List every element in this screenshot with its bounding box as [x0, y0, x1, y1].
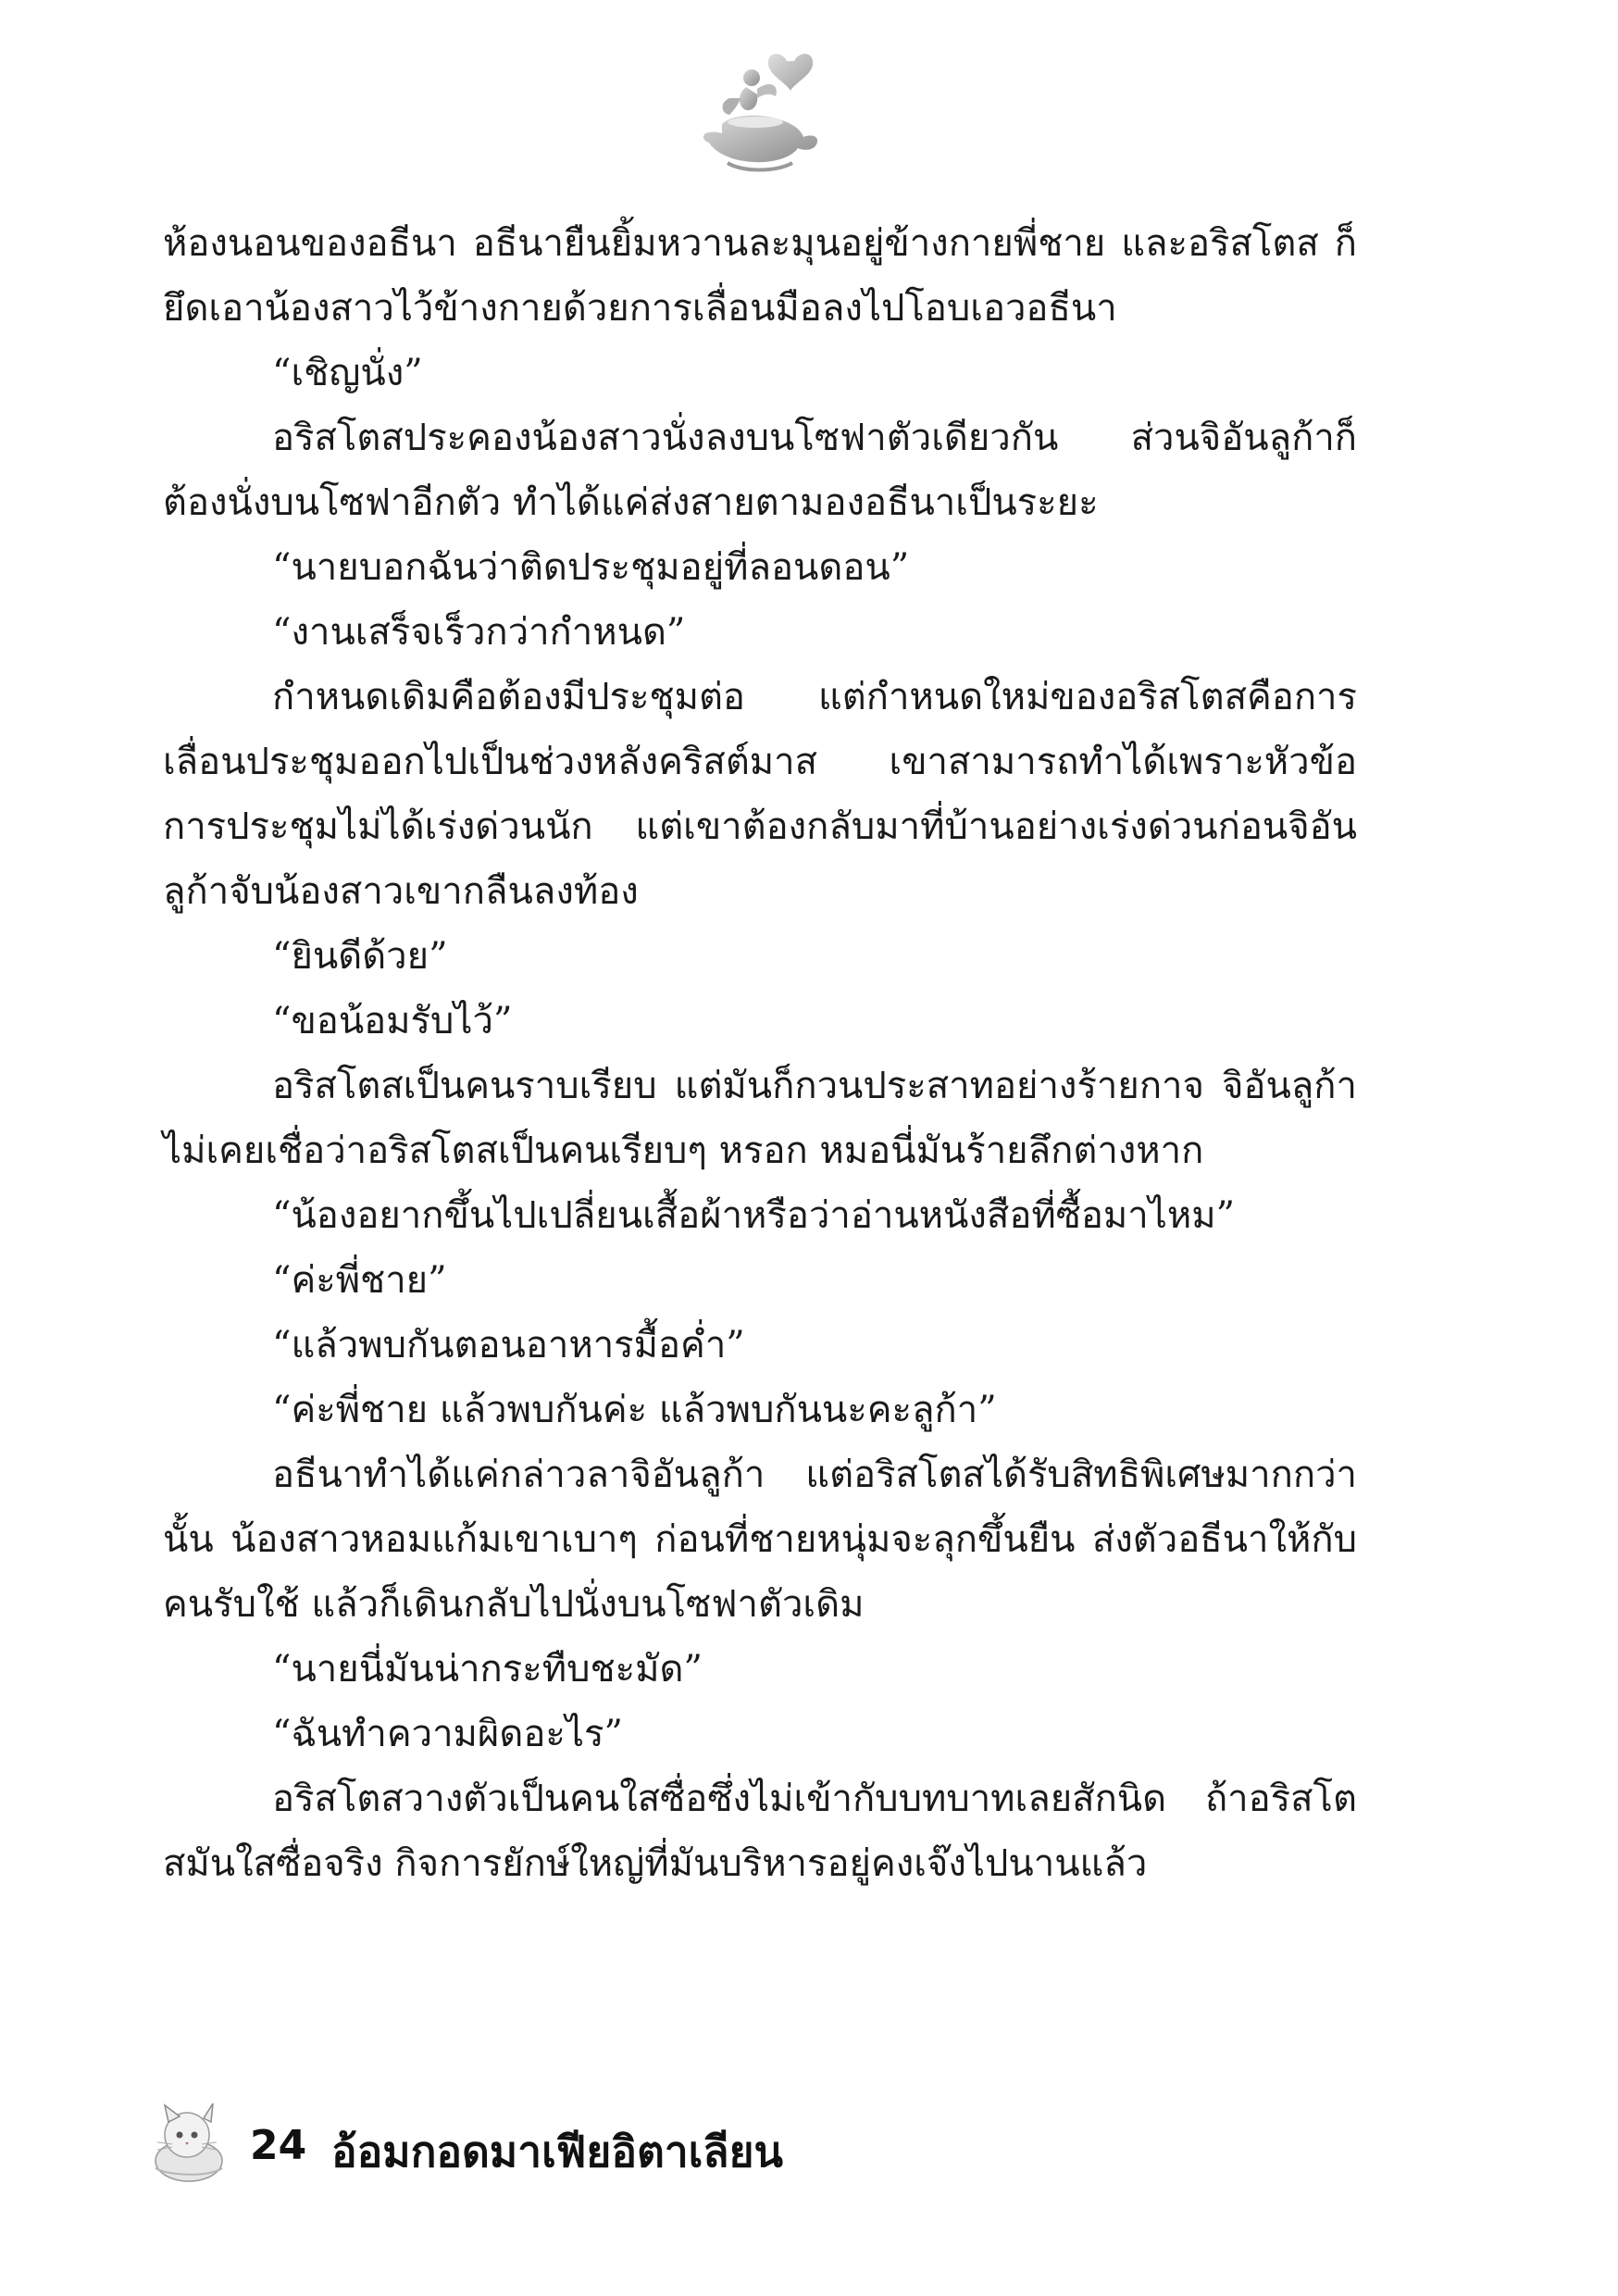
paragraph: ห้องนอนของอธีนา อธีนายืนยิ้มหวานละมุนอยู่ข้างกายพี่ชาย และอริสโตส ก็ยึดเอาน้องสาวไว้ข้างกายด้วยการเลื่อนมือลงไปโอบเอวอธีนา: [163, 222, 1357, 330]
paragraph: อริสโตสเป็นคนราบเรียบ แต่มันก็กวนประสาทอย่างร้ายกาจ จิอันลูก้าไม่เคยเชื่อว่าอริสโตสเป็นคนเรียบๆ หรอก หมอนี่มันร้ายลึกต่างหาก: [163, 1065, 1357, 1172]
teapot-cupid-ornament-icon: [702, 48, 824, 176]
page-number: 24: [250, 2122, 307, 2169]
dialog-line: “แล้วพบกันตอนอาหารมื้อค่ำ”: [272, 1324, 745, 1366]
dialog-line: “ฉันทำความผิดอะไร”: [272, 1713, 623, 1755]
book-title: อ้อมกอดมาเฟียอิตาเลียน: [331, 2127, 783, 2177]
paragraph: อริสโตสประคองน้องสาวนั่งลงบนโซฟาตัวเดียวกัน ส่วนจิอันลูก้าก็ต้องนั่งบนโซฟาอีกตัว ทำได้แค่ส่งสายตามองอธีนาเป็นระยะ: [163, 417, 1357, 524]
dialog-line: “ยินดีด้วย”: [272, 935, 448, 978]
dialog-line: “น้องอยากขึ้นไปเปลี่ยนเสื้อผ้าหรือว่าอ่านหนังสือที่ซื้อมาไหม”: [272, 1194, 1236, 1237]
white-persian-cat-icon: [148, 2102, 228, 2183]
dialog-line: “ค่ะพี่ชาย แล้วพบกันค่ะ แล้วพบกันนะคะลูก้า”: [272, 1389, 997, 1431]
body-text: [163, 211, 1357, 1896]
paragraph: อริสโตสวางตัวเป็นคนใสซื่อซึ่งไม่เข้ากับบทบาทเลยสักนิด ถ้าอริสโตสมันใสซื่อจริง กิจการยักษ์ใหญ่ที่มันบริหารอยู่คงเจ๊งไปนานแล้ว: [163, 1778, 1357, 1885]
dialog-line: “งานเสร็จเร็วกว่ากำหนด”: [272, 611, 686, 654]
page-footer: [148, 2102, 981, 2194]
dialog-line: “ขอน้อมรับไว้”: [272, 1000, 513, 1042]
dialog-line: “นายนี่มันน่ากระทืบชะมัด”: [272, 1648, 703, 1691]
dialog-line: “ค่ะพี่ชาย”: [272, 1259, 447, 1302]
paragraph: กำหนดเดิมคือต้องมีประชุมต่อ แต่กำหนดใหม่ของอริสโตสคือการเลื่อนประชุมออกไปเป็นช่วงหลังคริสต์มาส เขาสามารถทำได้เพราะหัวข้อการประชุมไม่ได้เร่งด่วนนัก แต่เขาต้องกลับมาที่บ้านอย่างเร่งด่วนก่อนจิอันลูก้าจับน้องสาวเขากลืนลงท้อง: [163, 676, 1357, 913]
dialog-line: “นายบอกฉันว่าติดประชุมอยู่ที่ลอนดอน”: [272, 546, 910, 589]
paragraph: อธีนาทำได้แค่กล่าวลาจิอันลูก้า แต่อริสโตสได้รับสิทธิพิเศษมากกว่านั้น น้องสาวหอมแก้มเขาเบาๆ ก่อนที่ชายหนุ่มจะลุกขึ้นยืน ส่งตัวอธีนาให้กับคนรับใช้ แล้วก็เดินกลับไปนั่งบนโซฟาตัวเดิม: [163, 1454, 1357, 1626]
dialog-line: “เชิญนั่ง”: [272, 352, 423, 394]
